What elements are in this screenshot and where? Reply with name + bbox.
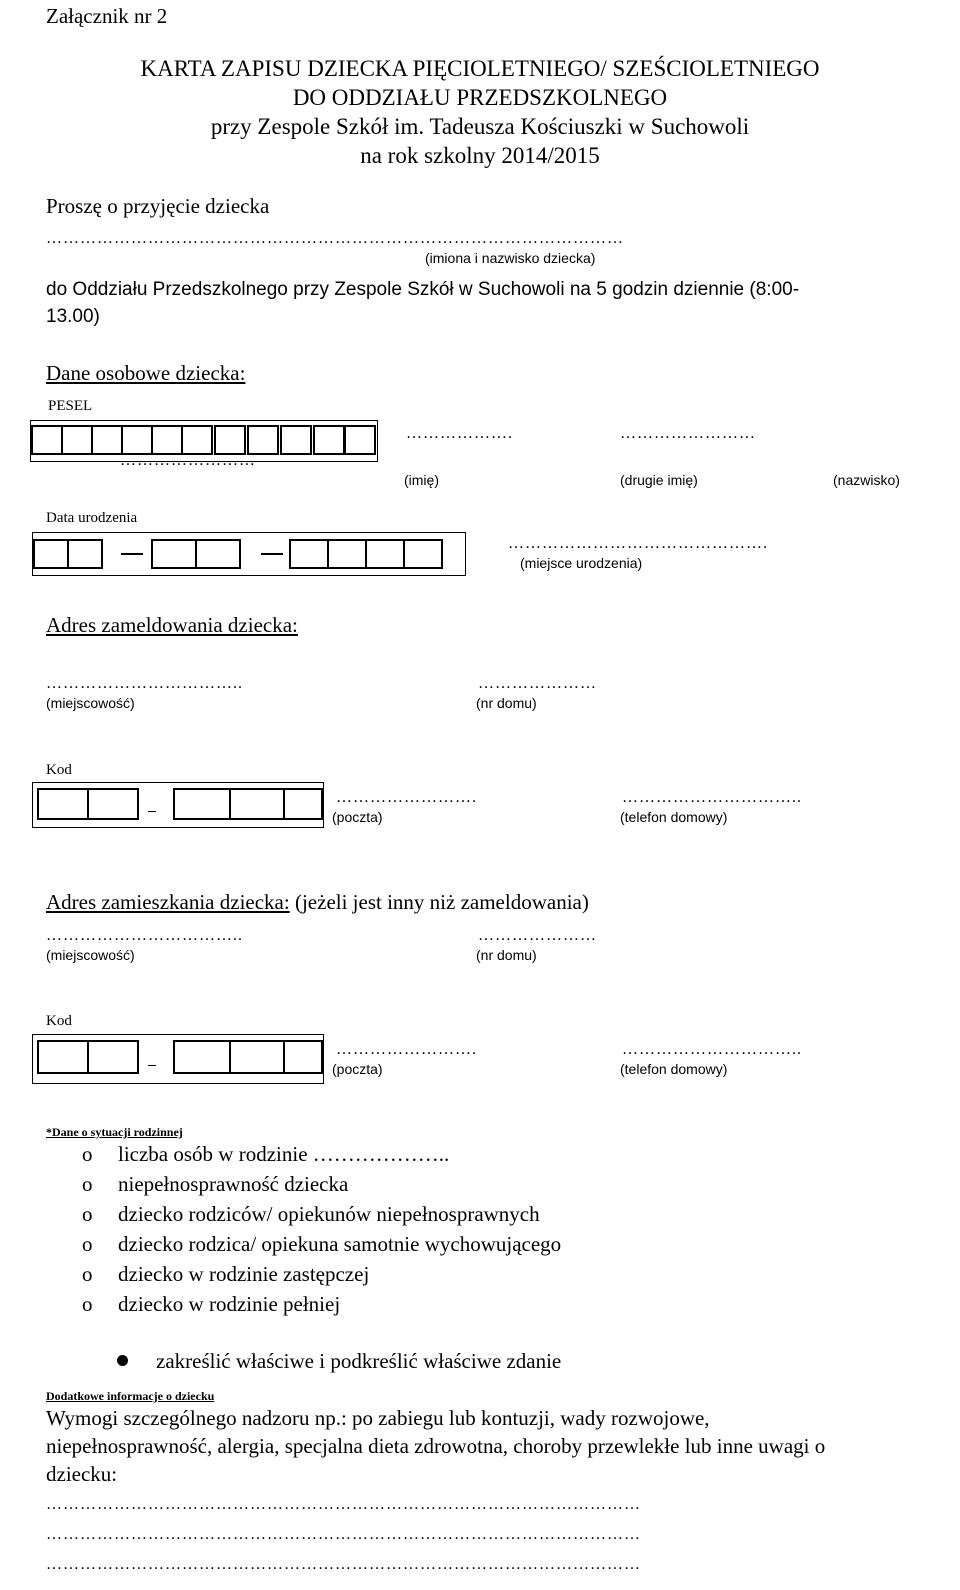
pesel-digit-4[interactable] [121, 425, 153, 455]
registered-house-field[interactable]: ………………… [478, 675, 597, 692]
postcode-digit-3[interactable] [173, 1040, 231, 1074]
first-name-field[interactable]: ………………. [406, 425, 513, 442]
registered-phone-field[interactable]: ………………………….. [622, 789, 802, 806]
registered-house-caption: (nr domu) [476, 695, 537, 711]
registered-city-field[interactable]: …………………………….. [46, 675, 243, 692]
family-option-full-family[interactable] [82, 1292, 882, 1322]
pesel-digit-7[interactable] [214, 425, 246, 455]
surname-caption: (nazwisko) [833, 472, 900, 488]
birth-day-digit-1[interactable] [33, 539, 69, 569]
additional-info-field-2[interactable]: …………………………………………………………………………………………… [46, 1526, 641, 1543]
postcode-digit-5[interactable] [283, 788, 323, 820]
family-option-foster-family[interactable] [82, 1262, 882, 1292]
pesel-digit-1[interactable] [31, 425, 63, 455]
circle-marker-icon: o [82, 1172, 93, 1196]
family-option-label: dziecko w rodzinie pełniej [118, 1292, 341, 1316]
residence-house-field[interactable]: ………………… [478, 927, 597, 944]
additional-info-line-3: dziecku: [46, 1462, 118, 1486]
residence-phone-caption: (telefon domowy) [620, 1061, 728, 1077]
registered-postcode-input[interactable] [32, 782, 324, 828]
family-option-label: liczba osób w rodzinie ……………….. [118, 1142, 450, 1166]
circle-marker-icon: o [82, 1142, 93, 1166]
birth-day-digit-2[interactable] [67, 539, 103, 569]
pesel-digit-5[interactable] [151, 425, 183, 455]
registered-address-heading: Adres zameldowania dziecka: [46, 613, 298, 637]
postcode-digit-1[interactable] [37, 788, 89, 820]
additional-info-field-3[interactable]: …………………………………………………………………………………………… [46, 1556, 641, 1573]
postcode-digit-3[interactable] [173, 788, 231, 820]
birth-date-input[interactable] [32, 532, 466, 576]
residence-address-heading [46, 890, 589, 915]
pesel-label: PESEL [48, 398, 93, 414]
family-option-label: dziecko rodziców/ opiekunów niepełnosprawnych [118, 1202, 540, 1226]
additional-info-line-1: Wymogi szczególnego nadzoru np.: po zabiegu lub kontuzji, wady rozwojowe, [46, 1406, 710, 1430]
title-line-2: DO ODDZIAŁU PRZEDSZKOLNEGO [292, 85, 668, 110]
residence-post-field[interactable]: ……………………. [336, 1041, 477, 1058]
registered-post-field[interactable]: ……………………. [336, 789, 477, 806]
birthplace-field[interactable]: ………………………………………. [508, 535, 768, 552]
residence-postcode-input[interactable] [32, 1034, 324, 1084]
pesel-digit-2[interactable] [61, 425, 93, 455]
postcode-digit-2[interactable] [87, 788, 139, 820]
family-option-label: niepełnosprawność dziecka [118, 1172, 349, 1196]
circle-marker-icon: o [82, 1292, 93, 1316]
family-option-household-size[interactable] [82, 1142, 882, 1172]
birth-year-digit-1[interactable] [289, 539, 329, 569]
first-name-caption: (imię) [404, 472, 439, 488]
additional-info-heading: Dodatkowe informacje o dziecku [46, 1389, 215, 1403]
birth-year-digit-3[interactable] [365, 539, 405, 569]
family-option-label: dziecko rodzica/ opiekuna samotnie wychowującego [118, 1232, 562, 1256]
registered-city-caption: (miejscowość) [46, 695, 135, 711]
family-option-label: dziecko w rodzinie zastępczej [118, 1262, 370, 1286]
family-option-disabled-parents[interactable] [82, 1202, 882, 1232]
child-names-field[interactable]: ………………………………………………………………………………………… [46, 230, 624, 247]
birth-year-digit-2[interactable] [327, 539, 367, 569]
title-line-1: KARTA ZAPISU DZIECKA PIĘCIOLETNIEGO/ SZEŚCIOLETNIEGO [140, 56, 820, 81]
residence-city-caption: (miejscowość) [46, 947, 135, 963]
pesel-digit-6[interactable] [181, 425, 213, 455]
family-option-single-parent[interactable] [82, 1232, 882, 1262]
residence-phone-field[interactable]: ………………………….. [622, 1041, 802, 1058]
postcode-digit-1[interactable] [37, 1040, 89, 1074]
birth-date-label: Data urodzenia [46, 510, 138, 526]
circle-marker-icon: o [82, 1262, 93, 1286]
birthplace-caption: (miejsce urodzenia) [520, 555, 643, 571]
middle-name-field[interactable]: …………………… [620, 425, 756, 442]
personal-data-heading: Dane osobowe dziecka: [46, 361, 246, 385]
pesel-digit-10[interactable] [313, 425, 345, 455]
circle-marker-icon: o [82, 1202, 93, 1226]
surname-field[interactable]: …………………… [120, 452, 256, 469]
unit-text-line-1: do Oddziału Przedszkolnego przy Zespole Szkół w Suchowoli na 5 godzin dziennie (8:00- [46, 279, 800, 300]
family-situation-heading: *Dane o sytuacji rodzinnej [46, 1125, 183, 1139]
pesel-digit-3[interactable] [91, 425, 123, 455]
residence-house-caption: (nr domu) [476, 947, 537, 963]
additional-info-field-1[interactable]: …………………………………………………………………………………………… [46, 1496, 641, 1513]
birth-month-digit-1[interactable] [151, 539, 197, 569]
pesel-digit-8[interactable] [247, 425, 279, 455]
registered-phone-caption: (telefon domowy) [620, 809, 728, 825]
postcode-digit-4[interactable] [229, 788, 285, 820]
registered-postcode-label: Kod [46, 762, 72, 778]
family-option-child-disability[interactable] [82, 1172, 882, 1202]
postcode-digit-2[interactable] [87, 1040, 139, 1074]
residence-heading-text: Adres zamieszkania dziecka: [46, 890, 290, 914]
instruction-note: zakreślić właściwe i podkreślić właściwe zdanie [156, 1349, 562, 1373]
postcode-digit-4[interactable] [229, 1040, 285, 1074]
annex-label: Załącznik nr 2 [46, 4, 168, 28]
additional-info-line-2: niepełnosprawność, alergia, specjalna dieta zdrowotna, choroby przewlekłe lub inne uwagi o [46, 1434, 826, 1458]
pesel-digit-11[interactable] [344, 425, 376, 455]
birth-month-digit-2[interactable] [195, 539, 241, 569]
bullet-icon [117, 1355, 128, 1366]
residence-city-field[interactable]: …………………………….. [46, 927, 243, 944]
residence-post-caption: (poczta) [332, 1061, 383, 1077]
form-title [0, 54, 960, 170]
middle-name-caption: (drugie imię) [620, 472, 698, 488]
circle-marker-icon: o [82, 1232, 93, 1256]
residence-postcode-label: Kod [46, 1013, 72, 1029]
postcode-separator [148, 1065, 156, 1066]
date-separator [121, 553, 143, 555]
request-text: Proszę o przyjęcie dziecka [46, 194, 270, 218]
title-line-4: na rok szkolny 2014/2015 [360, 143, 600, 168]
date-separator [261, 553, 283, 555]
postcode-separator [148, 811, 156, 812]
registered-post-caption: (poczta) [332, 809, 383, 825]
child-names-caption: (imiona i nazwisko dziecka) [425, 250, 596, 266]
pesel-digit-9[interactable] [280, 425, 312, 455]
unit-text-line-2: 13.00) [46, 306, 100, 327]
title-line-3: przy Zespole Szkół im. Tadeusza Kościuszki w Suchowoli [210, 114, 750, 139]
residence-heading-note: (jeżeli jest inny niż zameldowania) [289, 890, 589, 914]
postcode-digit-5[interactable] [283, 1040, 323, 1074]
birth-year-digit-4[interactable] [403, 539, 443, 569]
